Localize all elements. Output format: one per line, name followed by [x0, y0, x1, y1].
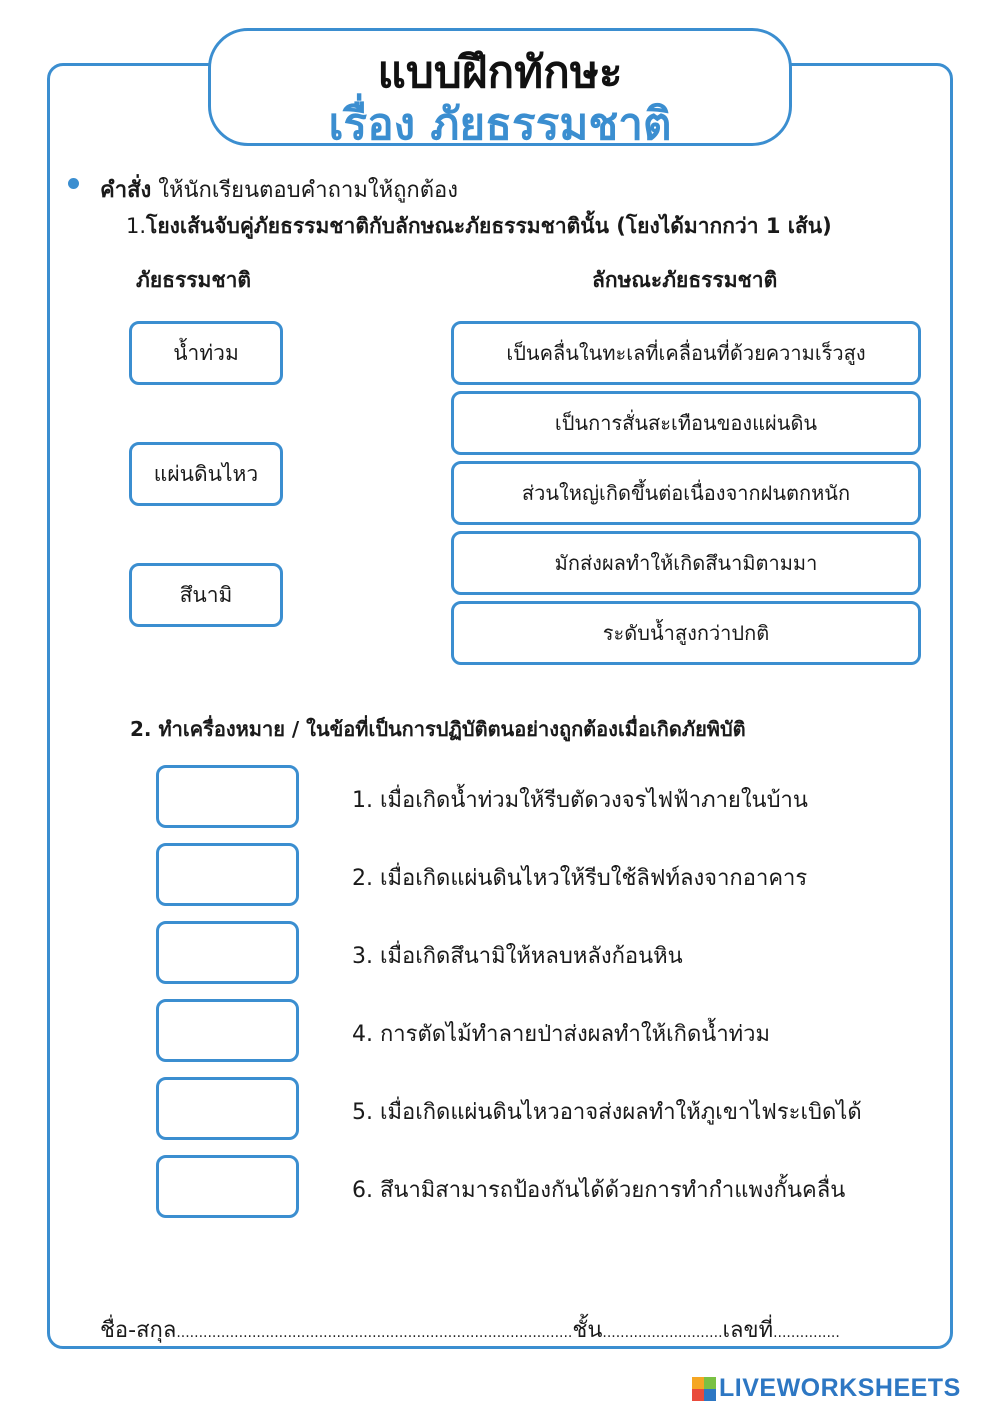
statement-4: 4. การตัดไม้ทำลายป่าส่งผลทำให้เกิดน้ำท่วม [352, 1022, 771, 1047]
answer-checkbox-6[interactable] [156, 1155, 299, 1218]
disaster-box-tsunami[interactable]: สึนามิ [129, 563, 283, 627]
liveworksheets-logo-icon [692, 1377, 716, 1401]
statement-3: 3. เมื่อเกิดสึนามิให้หลบหลังก้อนหิน [352, 944, 683, 969]
name-field[interactable]: ......................................................................................... [176, 1325, 573, 1341]
title-line-2: เรื่อง ภัยธรรมชาติ [328, 99, 672, 150]
answer-checkbox-2[interactable] [156, 843, 299, 906]
characteristic-box-2[interactable]: เป็นการสั่นสะเทือนของแผ่นดิน [451, 391, 921, 455]
disaster-column-header: ภัยธรรมชาติ [136, 268, 252, 292]
characteristic-box-4[interactable]: มักส่งผลทำให้เกิดสึนามิตามมา [451, 531, 921, 595]
characteristic-box-5[interactable]: ระดับน้ำสูงกว่าปกติ [451, 601, 921, 665]
student-info-footer [100, 1312, 840, 1347]
answer-checkbox-4[interactable] [156, 999, 299, 1062]
statement-2: 2. เมื่อเกิดแผ่นดินไหวให้รีบใช้ลิฟท์ลงจากอาคาร [352, 866, 808, 891]
class-field[interactable]: ........................... [602, 1325, 723, 1341]
title-box [208, 28, 792, 150]
number-field[interactable]: ............... [773, 1325, 840, 1341]
class-label: ชั้น [572, 1318, 603, 1343]
disaster-box-flood[interactable]: น้ำท่วม [129, 321, 283, 385]
statement-5: 5. เมื่อเกิดแผ่นดินไหวอาจส่งผลทำให้ภูเขาไฟระเบิดได้ [352, 1100, 862, 1125]
liveworksheets-logo [692, 1374, 961, 1403]
characteristic-box-1[interactable]: เป็นคลื่นในทะเลที่เคลื่อนที่ด้วยความเร็วสูง [451, 321, 921, 385]
question-1-number: 1. [126, 214, 147, 238]
instruction-text: ให้นักเรียนตอบคำถามให้ถูกต้อง [151, 178, 458, 203]
title-line-1: แบบฝึกทักษะ [377, 47, 623, 98]
question-1-text: โยงเส้นจับคู่ภัยธรรมชาติกับลักษณะภัยธรรมชาตินั้น (โยงได้มากกว่า 1 เส้น) [146, 214, 832, 238]
statement-6: 6. สึนามิสามารถป้องกันได้ด้วยการทำกำแพงกั้นคลื่น [352, 1178, 846, 1203]
characteristic-column-header: ลักษณะภัยธรรมชาติ [592, 268, 778, 292]
number-label: เลขที่ [722, 1318, 774, 1343]
name-label: ชื่อ-สกุล [100, 1318, 177, 1343]
instruction [100, 172, 458, 207]
bullet-icon [68, 178, 79, 189]
question-2-text: 2. ทำเครื่องหมาย / ในข้อที่เป็นการปฏิบัติตนอย่างถูกต้องเมื่อเกิดภัยพิบัติ [130, 717, 746, 741]
disaster-box-earthquake[interactable]: แผ่นดินไหว [129, 442, 283, 506]
statement-1: 1. เมื่อเกิดน้ำท่วมให้รีบตัดวงจรไฟฟ้าภายในบ้าน [352, 788, 808, 813]
answer-checkbox-5[interactable] [156, 1077, 299, 1140]
instruction-label: คำสั่ง [100, 178, 152, 203]
answer-checkbox-3[interactable] [156, 921, 299, 984]
answer-checkbox-1[interactable] [156, 765, 299, 828]
characteristic-box-3[interactable]: ส่วนใหญ่เกิดขึ้นต่อเนื่องจากฝนตกหนัก [451, 461, 921, 525]
question-1 [126, 210, 832, 243]
liveworksheets-logo-text: LIVEWORKSHEETS [719, 1374, 961, 1402]
